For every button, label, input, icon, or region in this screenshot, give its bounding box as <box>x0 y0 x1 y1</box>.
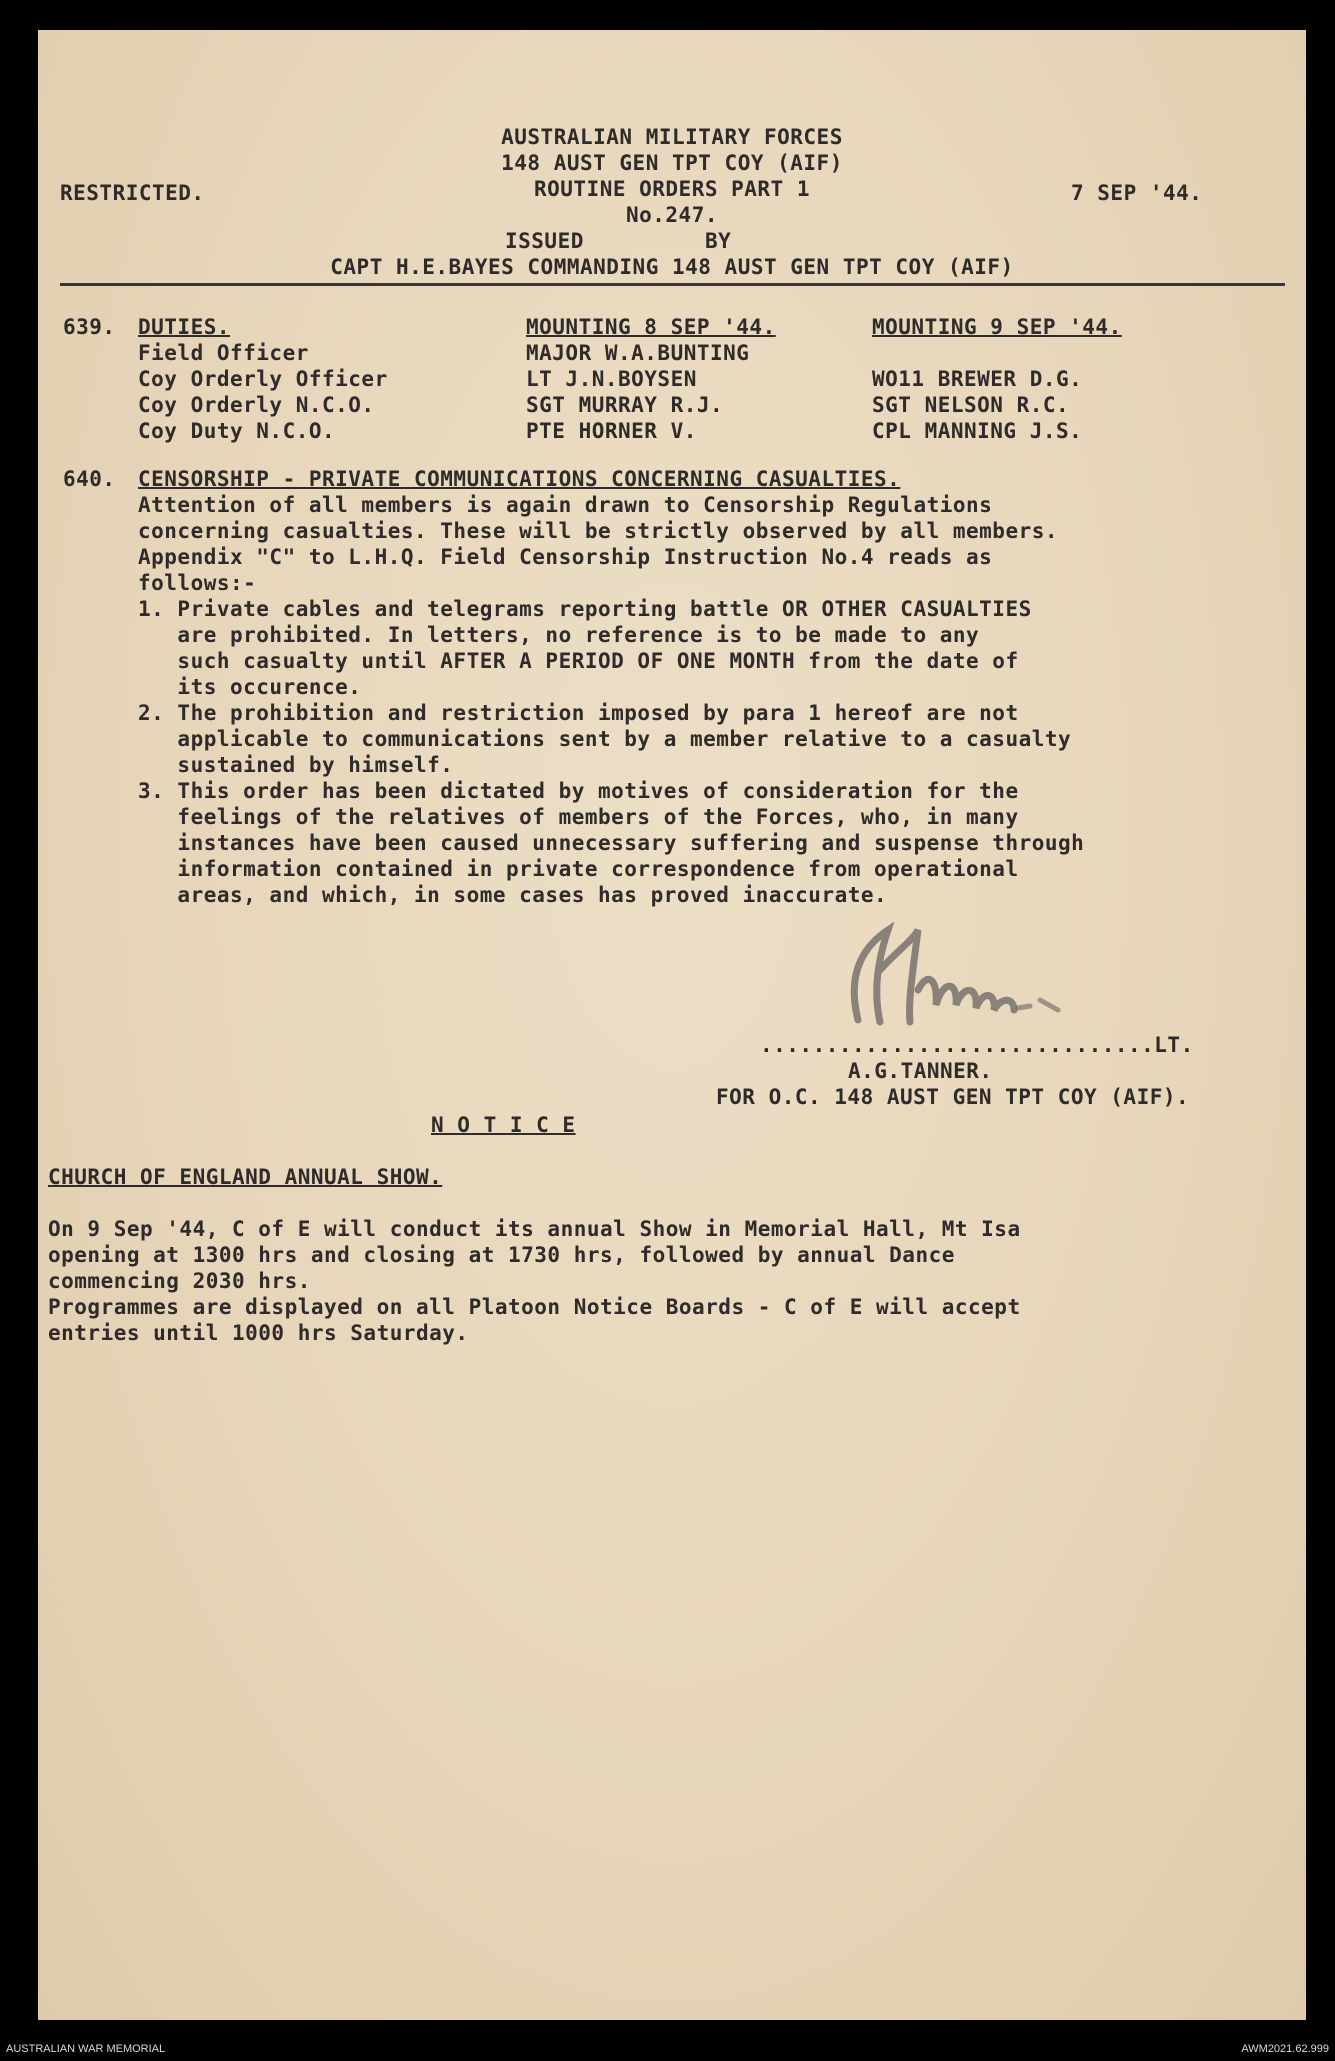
item-3-line: areas, and which, in some cases has proved inaccurate. <box>138 883 888 907</box>
header-line-1: AUSTRALIAN MILITARY FORCES <box>501 125 843 149</box>
header-rule <box>60 283 1285 286</box>
item-3-line: information contained in private correspondence from operational <box>138 857 1019 881</box>
issued-label: ISSUED <box>505 229 584 253</box>
duty-mounting-9: SGT NELSON R.C. <box>872 393 1070 417</box>
signatory-name: A.G.TANNER. <box>848 1059 993 1083</box>
duty-role: Field Officer <box>138 341 309 365</box>
footer-accession-number: AWM2021.62.999 <box>1241 2043 1329 2055</box>
header-line-3: ROUTINE ORDERS PART 1 <box>533 177 810 201</box>
duty-mounting-8: PTE HORNER V. <box>526 419 697 443</box>
duty-role: Coy Orderly N.C.O. <box>138 393 375 417</box>
censorship-intro-line: Appendix "C" to L.H.Q. Field Censorship Instruction No.4 reads as <box>138 545 993 569</box>
issuing-officer: CAPT H.E.BAYES COMMANDING 148 AUST GEN TPT COY (AIF) <box>330 255 1014 279</box>
item-3-line: 3. This order has been dictated by motives of consideration for the <box>138 779 1019 803</box>
censorship-intro-line: follows:- <box>138 571 257 595</box>
duty-mounting-9: WO11 BREWER D.G. <box>872 367 1083 391</box>
item-1-line: such casualty until AFTER A PERIOD OF ONE MONTH from the date of <box>138 649 1019 673</box>
item-2-line: applicable to communications sent by a member relative to a casualty <box>138 727 1072 751</box>
classification-label: RESTRICTED. <box>60 181 205 205</box>
censorship-intro-line: Attention of all members is again drawn to Censorship Regulations <box>138 493 993 517</box>
signatory-title: FOR O.C. 148 AUST GEN TPT COY (AIF). <box>716 1085 1190 1109</box>
notice-body-line: entries until 1000 hrs Saturday. <box>48 1321 469 1345</box>
censorship-number: 640. <box>63 467 116 491</box>
censorship-intro-line: concerning casualties. These will be strictly observed by all members. <box>138 519 1059 543</box>
item-2-line: sustained by himself. <box>138 753 454 777</box>
duty-mounting-9: CPL MANNING J.S. <box>872 419 1083 443</box>
item-1-line: 1. Private cables and telegrams reporting battle OR OTHER CASUALTIES <box>138 597 1032 621</box>
duty-role: Coy Orderly Officer <box>138 367 388 391</box>
item-1-line: its occurence. <box>138 675 362 699</box>
notice-body-line: On 9 Sep '44, C of E will conduct its annual Show in Memorial Hall, Mt Isa <box>48 1217 1021 1241</box>
duties-col2-header: MOUNTING 9 SEP '44. <box>872 315 1122 339</box>
duty-role: Coy Duty N.C.O. <box>138 419 336 443</box>
order-number: No.247. <box>625 203 718 227</box>
handwritten-signature <box>818 910 1158 1040</box>
signature-line: ..............................LT. <box>760 1033 1194 1057</box>
notice-body-line: opening at 1300 hrs and closing at 1730 hrs, followed by annual Dance <box>48 1243 955 1267</box>
notice-body-line: commencing 2030 hrs. <box>48 1269 311 1293</box>
order-date: 7 SEP '44. <box>1071 181 1203 205</box>
by-label: BY <box>705 229 732 253</box>
notice-subheading: CHURCH OF ENGLAND ANNUAL SHOW. <box>48 1165 443 1189</box>
censorship-title: CENSORSHIP - PRIVATE COMMUNICATIONS CONCERNING CASUALTIES. <box>138 467 901 491</box>
duties-number: 639. <box>63 315 116 339</box>
duty-mounting-8: LT J.N.BOYSEN <box>526 367 697 391</box>
item-1-line: are prohibited. In letters, no reference is to be made to any <box>138 623 980 647</box>
item-3-line: feelings of the relatives of members of the Forces, who, in many <box>138 805 1019 829</box>
header-line-2: 148 AUST GEN TPT COY (AIF) <box>501 151 843 175</box>
duty-mounting-8: SGT MURRAY R.J. <box>526 393 724 417</box>
duty-mounting-8: MAJOR W.A.BUNTING <box>526 341 750 365</box>
notice-body-line: Programmes are displayed on all Platoon Notice Boards - C of E will accept <box>48 1295 1021 1319</box>
duties-col1-header: MOUNTING 8 SEP '44. <box>526 315 776 339</box>
item-2-line: 2. The prohibition and restriction imposed by para 1 hereof are not <box>138 701 1019 725</box>
document-page <box>38 30 1306 2020</box>
notice-heading: N O T I C E <box>431 1113 576 1137</box>
item-3-line: instances have been caused unnecessary suffering and suspense through <box>138 831 1085 855</box>
duties-title: DUTIES. <box>138 315 231 339</box>
footer-credit: AUSTRALIAN WAR MEMORIAL <box>6 2043 166 2055</box>
